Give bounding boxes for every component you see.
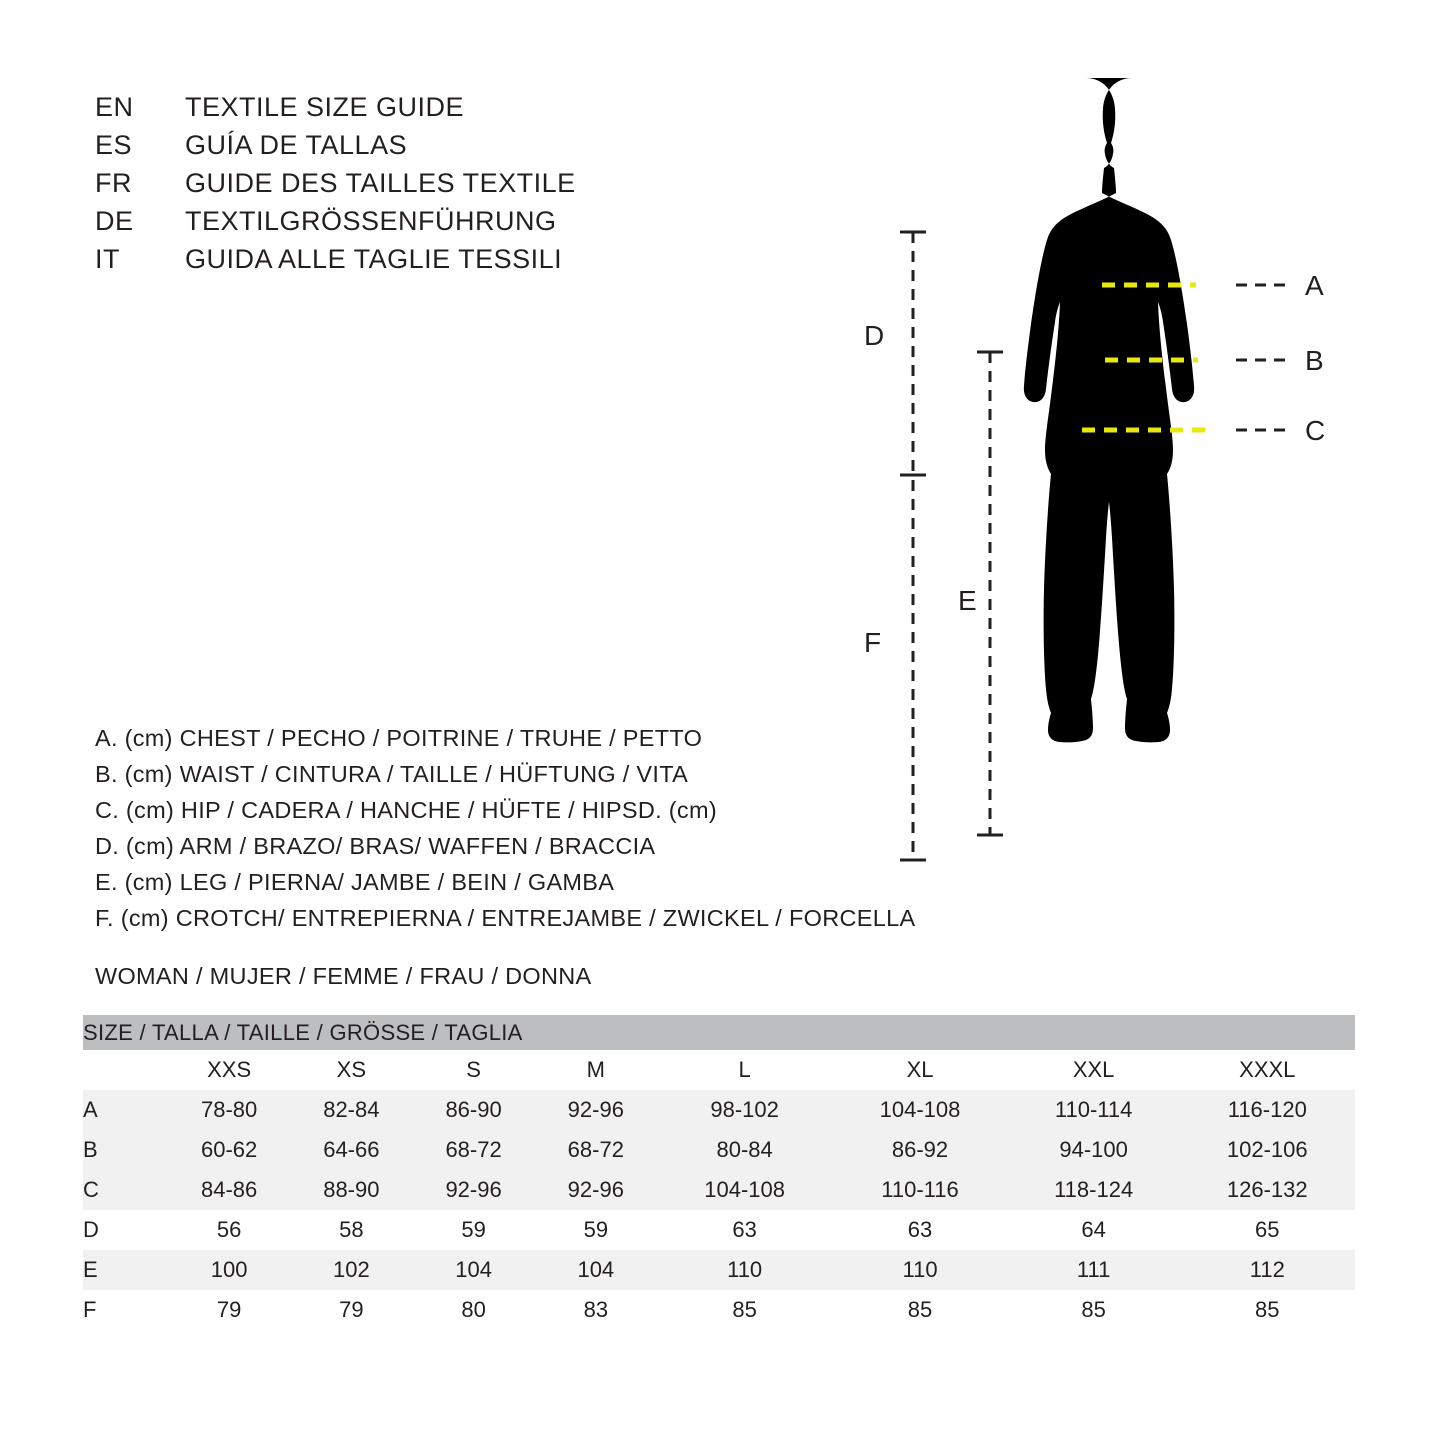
column-header-xxl: XXL: [1008, 1050, 1180, 1090]
woman-silhouette-icon: [1024, 78, 1194, 742]
table-column-header-row: [83, 1050, 1355, 1090]
legend-item: D. (cm) ARM / BRAZO/ BRAS/ WAFFEN / BRACCIA: [95, 833, 656, 859]
table-cell: 79: [168, 1290, 290, 1330]
table-row: [83, 1210, 1355, 1250]
table-cell: 110: [832, 1250, 1007, 1290]
row-label: A: [83, 1090, 168, 1130]
table-cell: 63: [657, 1210, 832, 1250]
title-row: [95, 92, 795, 130]
table-cell: 100: [168, 1250, 290, 1290]
language-code: EN: [95, 92, 134, 122]
measurement-legend: [95, 725, 925, 941]
table-cell: 111: [1008, 1250, 1180, 1290]
language-code: IT: [95, 244, 120, 274]
column-header-xs: XS: [290, 1050, 412, 1090]
table-cell: 83: [535, 1290, 657, 1330]
language-title: TEXTILE SIZE GUIDE: [185, 92, 465, 122]
callout-label-e: E: [958, 585, 977, 616]
column-header-blank: [83, 1050, 168, 1090]
title-row: [95, 206, 795, 244]
table-row: [83, 1290, 1355, 1330]
table-cell: 85: [832, 1290, 1007, 1330]
row-label: B: [83, 1130, 168, 1170]
table-cell: 126-132: [1180, 1170, 1355, 1210]
table-cell: 68-72: [412, 1130, 534, 1170]
legend-item: E. (cm) LEG / PIERNA/ JAMBE / BEIN / GAMBA: [95, 869, 615, 895]
table-cell: 92-96: [535, 1170, 657, 1210]
table-cell: 56: [168, 1210, 290, 1250]
column-header-xxxl: XXXL: [1180, 1050, 1355, 1090]
table-cell: 92-96: [412, 1170, 534, 1210]
table-cell: 116-120: [1180, 1090, 1355, 1130]
table-cell: 59: [535, 1210, 657, 1250]
table-cell: 104-108: [832, 1090, 1007, 1130]
table-cell: 98-102: [657, 1090, 832, 1130]
table-cell: 118-124: [1008, 1170, 1180, 1210]
language-title: GUIDE DES TAILLES TEXTILE: [185, 168, 576, 198]
callout-label-f: F: [864, 627, 882, 658]
table-cell: 85: [657, 1290, 832, 1330]
column-header-xxs: XXS: [168, 1050, 290, 1090]
language-title: TEXTILGRÖSSENFÜHRUNG: [185, 206, 557, 236]
language-title-block: [95, 92, 795, 282]
table-row: [83, 1090, 1355, 1130]
language-code: DE: [95, 206, 134, 236]
language-title: GUÍA DE TALLAS: [185, 130, 408, 160]
table-cell: 94-100: [1008, 1130, 1180, 1170]
language-title: GUIDA ALLE TAGLIE TESSILI: [185, 244, 563, 274]
gender-label: WOMAN / MUJER / FEMME / FRAU / DONNA: [95, 963, 592, 989]
table-cell: 102: [290, 1250, 412, 1290]
table-cell: 68-72: [535, 1130, 657, 1170]
table-cell: 85: [1008, 1290, 1180, 1330]
callout-label-c: C: [1305, 415, 1326, 446]
table-cell: 85: [1180, 1290, 1355, 1330]
column-header-xl: XL: [832, 1050, 1007, 1090]
table-cell: 84-86: [168, 1170, 290, 1210]
table-cell: 110: [657, 1250, 832, 1290]
table-cell: 86-90: [412, 1090, 534, 1130]
table-cell: 88-90: [290, 1170, 412, 1210]
table-cell: 79: [290, 1290, 412, 1330]
table-cell: 104-108: [657, 1170, 832, 1210]
size-table: [83, 1015, 1355, 1330]
table-cell: 102-106: [1180, 1130, 1355, 1170]
table-cell: 80-84: [657, 1130, 832, 1170]
table-cell: 64-66: [290, 1130, 412, 1170]
table-cell: 64: [1008, 1210, 1180, 1250]
table-row: [83, 1130, 1355, 1170]
table-header-band: [83, 1015, 1355, 1050]
table-cell: 58: [290, 1210, 412, 1250]
column-header-l: L: [657, 1050, 832, 1090]
legend-item: B. (cm) WAIST / CINTURA / TAILLE / HÜFTUNG / VITA: [95, 761, 689, 787]
column-header-s: S: [412, 1050, 534, 1090]
title-row: [95, 168, 795, 206]
row-label: C: [83, 1170, 168, 1210]
table-cell: 82-84: [290, 1090, 412, 1130]
table-cell: 60-62: [168, 1130, 290, 1170]
title-row: [95, 244, 795, 282]
callout-label-b: B: [1305, 345, 1324, 376]
table-cell: 110-116: [832, 1170, 1007, 1210]
language-code: ES: [95, 130, 133, 160]
table-cell: 104: [412, 1250, 534, 1290]
table-row: [83, 1170, 1355, 1210]
table-header-band-label: SIZE / TALLA / TAILLE / GRÖSSE / TAGLIA: [83, 1015, 1355, 1050]
legend-item: A. (cm) CHEST / PECHO / POITRINE / TRUHE / PETTO: [95, 725, 703, 751]
column-header-m: M: [535, 1050, 657, 1090]
table-row: [83, 1250, 1355, 1290]
table-cell: 86-92: [832, 1130, 1007, 1170]
table-cell: 112: [1180, 1250, 1355, 1290]
legend-item: C. (cm) HIP / CADERA / HANCHE / HÜFTE / HIPSD. (cm): [95, 797, 717, 823]
table-cell: 78-80: [168, 1090, 290, 1130]
table-cell: 110-114: [1008, 1090, 1180, 1130]
callout-label-a: A: [1305, 270, 1324, 301]
table-cell: 80: [412, 1290, 534, 1330]
table-cell: 92-96: [535, 1090, 657, 1130]
legend-item: F. (cm) CROTCH/ ENTREPIERNA / ENTREJAMBE / ZWICKEL / FORCELLA: [95, 905, 916, 931]
callout-label-d: D: [864, 320, 885, 351]
title-row: [95, 130, 795, 168]
row-label: D: [83, 1210, 168, 1250]
row-label: E: [83, 1250, 168, 1290]
language-code: FR: [95, 168, 132, 198]
table-cell: 63: [832, 1210, 1007, 1250]
table-cell: 65: [1180, 1210, 1355, 1250]
row-label: F: [83, 1290, 168, 1330]
table-cell: 104: [535, 1250, 657, 1290]
table-cell: 59: [412, 1210, 534, 1250]
